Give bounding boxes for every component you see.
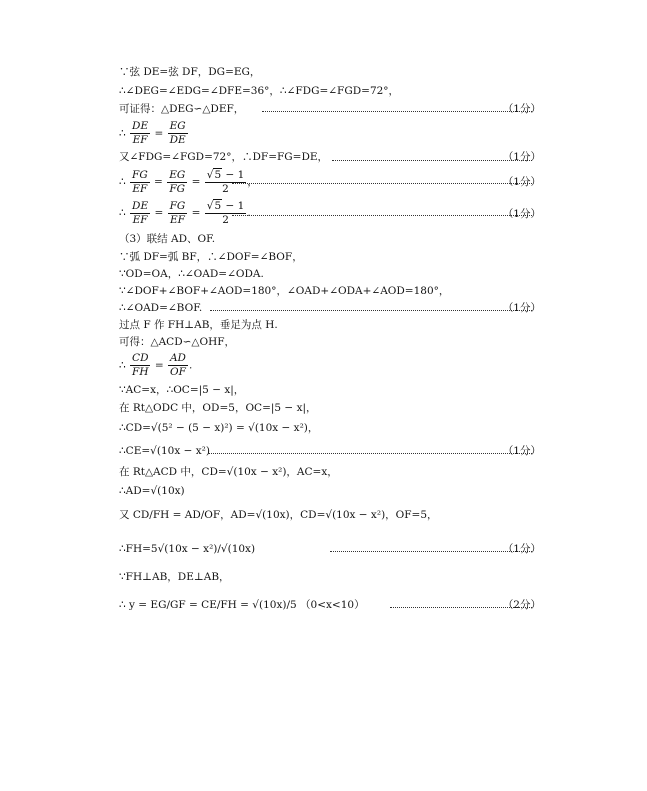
line-18: 又 CD/FH = AD/OF，AD=√(10x)，CD=√(10x − x²)，OF=5， <box>119 509 438 521</box>
line-5: （3）联结 AD、OF. <box>119 233 216 245</box>
line-20: ∵FH⊥AB，DE⊥AB， <box>119 571 230 583</box>
line-2: ∴∠DEG=∠EDG=∠DFE=36°，∴∠FDG=∠FGD=72°， <box>119 85 400 97</box>
formula-line: ∴ $\frac{DE}{EF}$ = $\frac{EG}{DE}$ <box>119 120 186 146</box>
formula-line: ∴ $\frac{FG}{EF}$ = $\frac{EG}{FG}$ = √ $\frac{5 - 1}{2}$ ， <box>119 168 258 196</box>
line-9: ∴∠OAD=∠BOF. <box>119 302 203 314</box>
line-3: 可证得：△DEG∽△DEF， <box>119 103 245 115</box>
dot-leader <box>210 310 532 311</box>
line-17: ∴AD=√(10x) <box>119 485 185 497</box>
dot-leader <box>330 551 532 552</box>
dot-leader <box>262 111 532 112</box>
formula-line: ∴ $\frac{DE}{EF}$ = $\frac{FG}{EF}$ = √ $\frac{5 - 1}{2}$ . <box>119 199 251 227</box>
line-11: 可得：△ACD∽△OHF， <box>119 336 236 348</box>
line-6: ∵弧 DF=弧 BF，∴∠DOF=∠BOF， <box>119 251 303 263</box>
formula-line: ∴ $\frac{CD}{FH}$ = $\frac{AD}{OF}$ . <box>119 352 193 378</box>
score: （1分） <box>502 445 541 457</box>
score: （1分） <box>502 302 541 314</box>
dot-leader <box>232 183 532 184</box>
score: （1分） <box>502 176 541 188</box>
score: （1分） <box>502 151 541 163</box>
dot-leader <box>232 215 532 216</box>
line-4: 又∠FDG=∠FGD=72°，∴DF=FG=DE， <box>119 151 329 163</box>
dot-leader <box>208 453 532 454</box>
line-13: 在 Rt△ODC 中，OD=5，OC=|5 − x|， <box>119 402 317 414</box>
score: （1分） <box>502 208 541 220</box>
line-1: ∵弦 DE=弦 DF，DG=EG， <box>119 66 261 78</box>
line-12: ∵AC=x，∴OC=|5 − x|， <box>119 384 245 396</box>
line-10: 过点 F 作 FH⊥AB，垂足为点 H. <box>119 319 278 331</box>
line-21: ∴ y = EG/GF = CE/FH = √(10x)/5 （0<x<10） <box>119 599 365 611</box>
line-7: ∵OD=OA，∴∠OAD=∠ODA. <box>119 268 264 280</box>
score: （1分） <box>502 103 541 115</box>
score: （1分） <box>502 543 541 555</box>
line-16: 在 Rt△ACD 中，CD=√(10x − x²)，AC=x， <box>119 466 338 478</box>
score: （2分） <box>502 599 541 611</box>
line-15: ∴CE=√(10x − x²) <box>119 445 210 457</box>
line-19: ∴FH=5√(10x − x²)/√(10x) <box>119 543 256 555</box>
line-14: ∴CD=√(5² − (5 − x)²) = √(10x − x²)， <box>119 422 319 434</box>
line-8: ∵∠DOF+∠BOF+∠AOD=180°，∠OAD+∠ODA+∠AOD=180°， <box>119 285 450 297</box>
